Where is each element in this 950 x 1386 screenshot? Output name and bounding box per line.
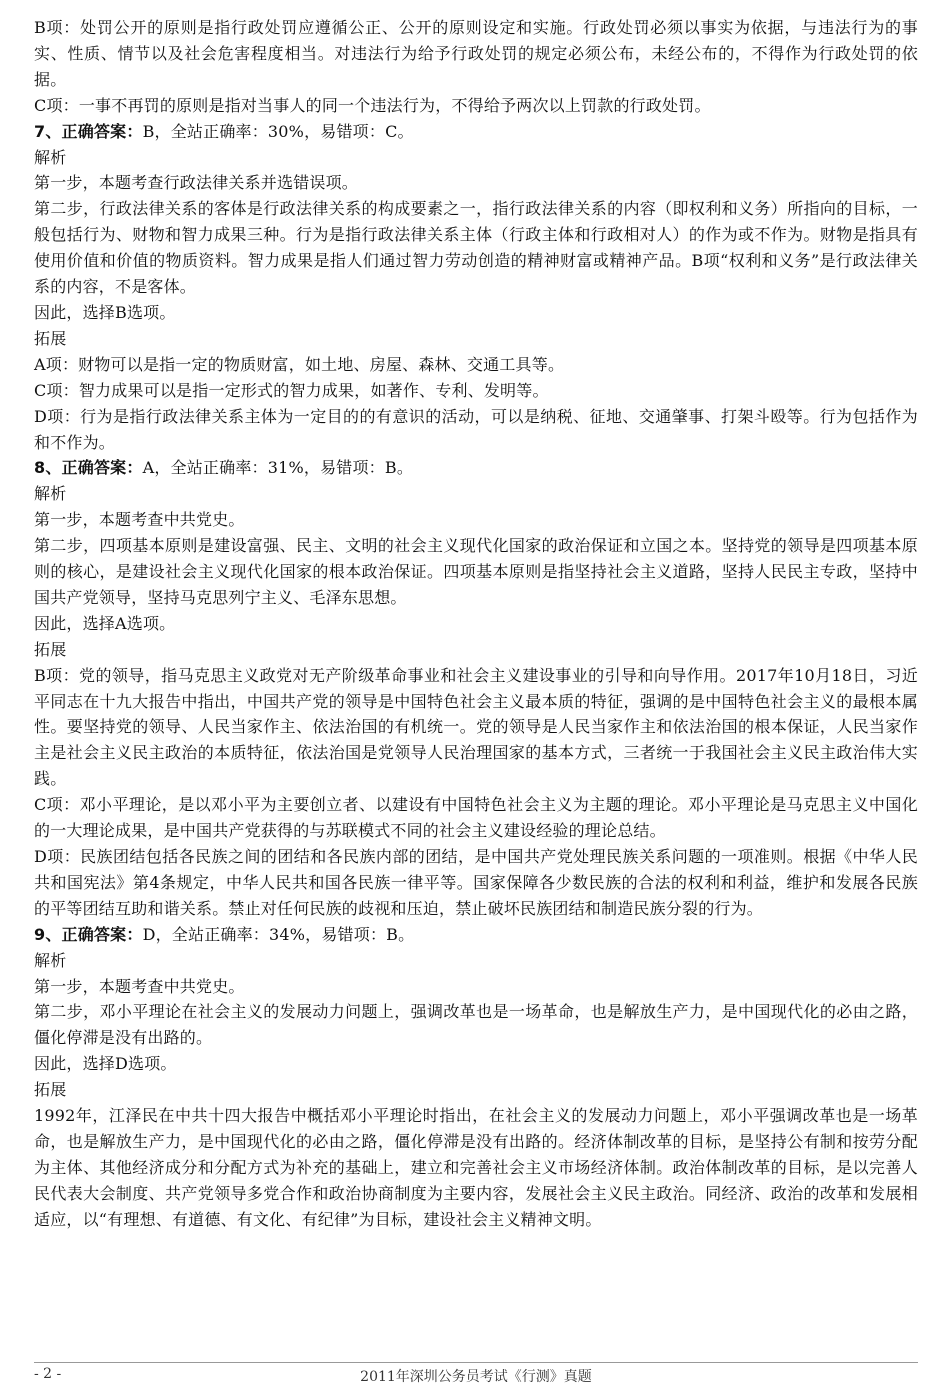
analysis-heading-q7: 解析 [34,147,67,167]
expand-heading-q7: 拓展 [34,328,67,348]
step1-q9: 第一步，本题考查中共党史。 [34,976,245,996]
question-number: 9、 [34,924,62,944]
answer-header-q8 [34,455,918,481]
option-a-explanation-q7: A项：财物可以是指一定的物质财富，如土地、房屋、森林、交通工具等。 [34,354,565,374]
option-c-explanation-q8: C项：邓小平理论，是以邓小平为主要创立者、以建设有中国特色社会主义为主题的理论。邓小平理论是马克思主义中国化的一大理论成果，是中国共产党获得的与苏联模式不同的社会主义建设经验的理论总结。 [34,795,918,841]
option-d-explanation-q8: D项：民族团结包括各民族之间的团结和各民族内部的团结，是中国共产党处理民族关系问题的一项准则。根据《中华人民共和国宪法》第4条规定，中华人民共和国各民族一律平等。国家保障各少数民族的合法的权利和利益，维护和发展各民族的平等团结互助和谐关系。禁止对任何民族的歧视和压迫，禁止破坏民族团结和制造民族分裂的行为。 [34,847,918,918]
expand-text-q9: 1992年，江泽民在中共十四大报告中概括邓小平理论时指出，在社会主义的发展动力问题上，邓小平强调改革也是一场革命，也是解放生产力，是中国现代化的必由之路，僵化停滞是没有出路的。经济体制改革的目标，是坚持公有制和按劳分配为主体、其他经济成分和分配方式为补充的基础上，建立和完善社会主义市场经济体制。政治体制改革的目标，是以完善人民代表大会制度、共产党领导多党合作和政治协商制度为主要内容，发展社会主义民主政治。同经济、政治的改革和发展相适应，以“有理想、有道德、有文化、有纪律”为目标，建设社会主义精神文明。 [34,1106,918,1229]
option-b-explanation-q6: B项：处罚公开的原则是指行政处罚应遵循公正、公开的原则设定和实施。行政处罚必须以事实为依据，与违法行为的事实、性质、情节以及社会危害程度相当。对违法行为给予行政处罚的规定必须公布，未经公布的，不得作为行政处罚的依据。 [34,18,918,89]
document-page [34,15,918,1233]
step1-q8: 第一步，本题考查中共党史。 [34,510,245,530]
conclusion-q9: 因此，选择D选项。 [34,1054,177,1074]
answer-header-q7 [34,119,918,145]
option-c-explanation-q7: C项：智力成果可以是指一定形式的智力成果，如著作、专利、发明等。 [34,380,549,400]
answer-label: 正确答案： [61,458,143,478]
answer-label: 正确答案： [61,924,143,944]
question-number: 8、 [34,458,62,478]
answer-stats: A，全站正确率：31%，易错项：B。 [142,458,414,478]
answer-stats: D，全站正确率：34%，易错项：B。 [142,924,415,944]
step2-q9: 第二步，邓小平理论在社会主义的发展动力问题上，强调改革也是一场革命，也是解放生产力，是中国现代化的必由之路，僵化停滞是没有出路的。 [34,1002,918,1048]
option-b-explanation-q8: B项：党的领导，指马克思主义政党对无产阶级革命事业和社会主义建设事业的引导和向导作用。2017年10月18日，习近平同志在十九大报告中指出，中国共产党的领导是中国特色社会主义最本质的特征，强调的是中国特色社会主义的最根本属性。要坚持党的领导、人民当家作主、依法治国的有机统一。党的领导是人民当家作主和依法治国的根本保证，人民当家作主是社会主义民主政治的本质特征，依法治国是党领导人民治理国家的基本方式，三者统一于我国社会主义民主政治伟大实践。 [34,665,918,789]
footer-title: 2011年深圳公务员考试《行测》真题 [360,1369,592,1385]
analysis-heading-q8: 解析 [34,484,67,504]
footer-divider [34,1362,918,1363]
answer-label: 正确答案： [61,121,143,141]
option-c-explanation-q6: C项：一事不再罚的原则是指对当事人的同一个违法行为，不得给予两次以上罚款的行政处罚。 [34,95,711,115]
question-number: 7、 [34,121,62,141]
expand-heading-q9: 拓展 [34,1080,67,1100]
analysis-heading-q9: 解析 [34,950,67,970]
expand-heading-q8: 拓展 [34,639,67,659]
answer-stats: B，全站正确率：30%，易错项：C。 [142,121,414,141]
answer-header-q9 [34,922,918,948]
step2-q7: 第二步，行政法律关系的客体是行政法律关系的构成要素之一，指行政法律关系的内容（即权利和义务）所指向的目标，一般包括行为、财物和智力成果三种。行为是指行政法律关系主体（行政主体和行政相对人）的作为或不作为。财物是指具有使用价值和价值的物质资料。智力成果是指人们通过智力劳动创造的精神财富或精神产品。B项“权利和义务”是行政法律关系的内容，不是客体。 [34,199,918,297]
option-d-explanation-q7: D项：行为是指行政法律关系主体为一定目的的有意识的活动，可以是纳税、征地、交通肇事、打架斗殴等。行为包括作为和不作为。 [34,406,918,452]
page-number: - 2 - [34,1366,62,1382]
page-footer [34,1366,918,1386]
conclusion-q7: 因此，选择B选项。 [34,302,176,322]
step2-q8: 第二步，四项基本原则是建设富强、民主、文明的社会主义现代化国家的政治保证和立国之本。坚持党的领导是四项基本原则的核心，是建设社会主义现代化国家的根本政治保证。四项基本原则是指坚持社会主义道路，坚持人民民主专政，坚持中国共产党领导，坚持马克思列宁主义、毛泽东思想。 [34,536,918,607]
step1-q7: 第一步，本题考查行政法律关系并选错误项。 [34,173,359,193]
conclusion-q8: 因此，选择A选项。 [34,613,176,633]
